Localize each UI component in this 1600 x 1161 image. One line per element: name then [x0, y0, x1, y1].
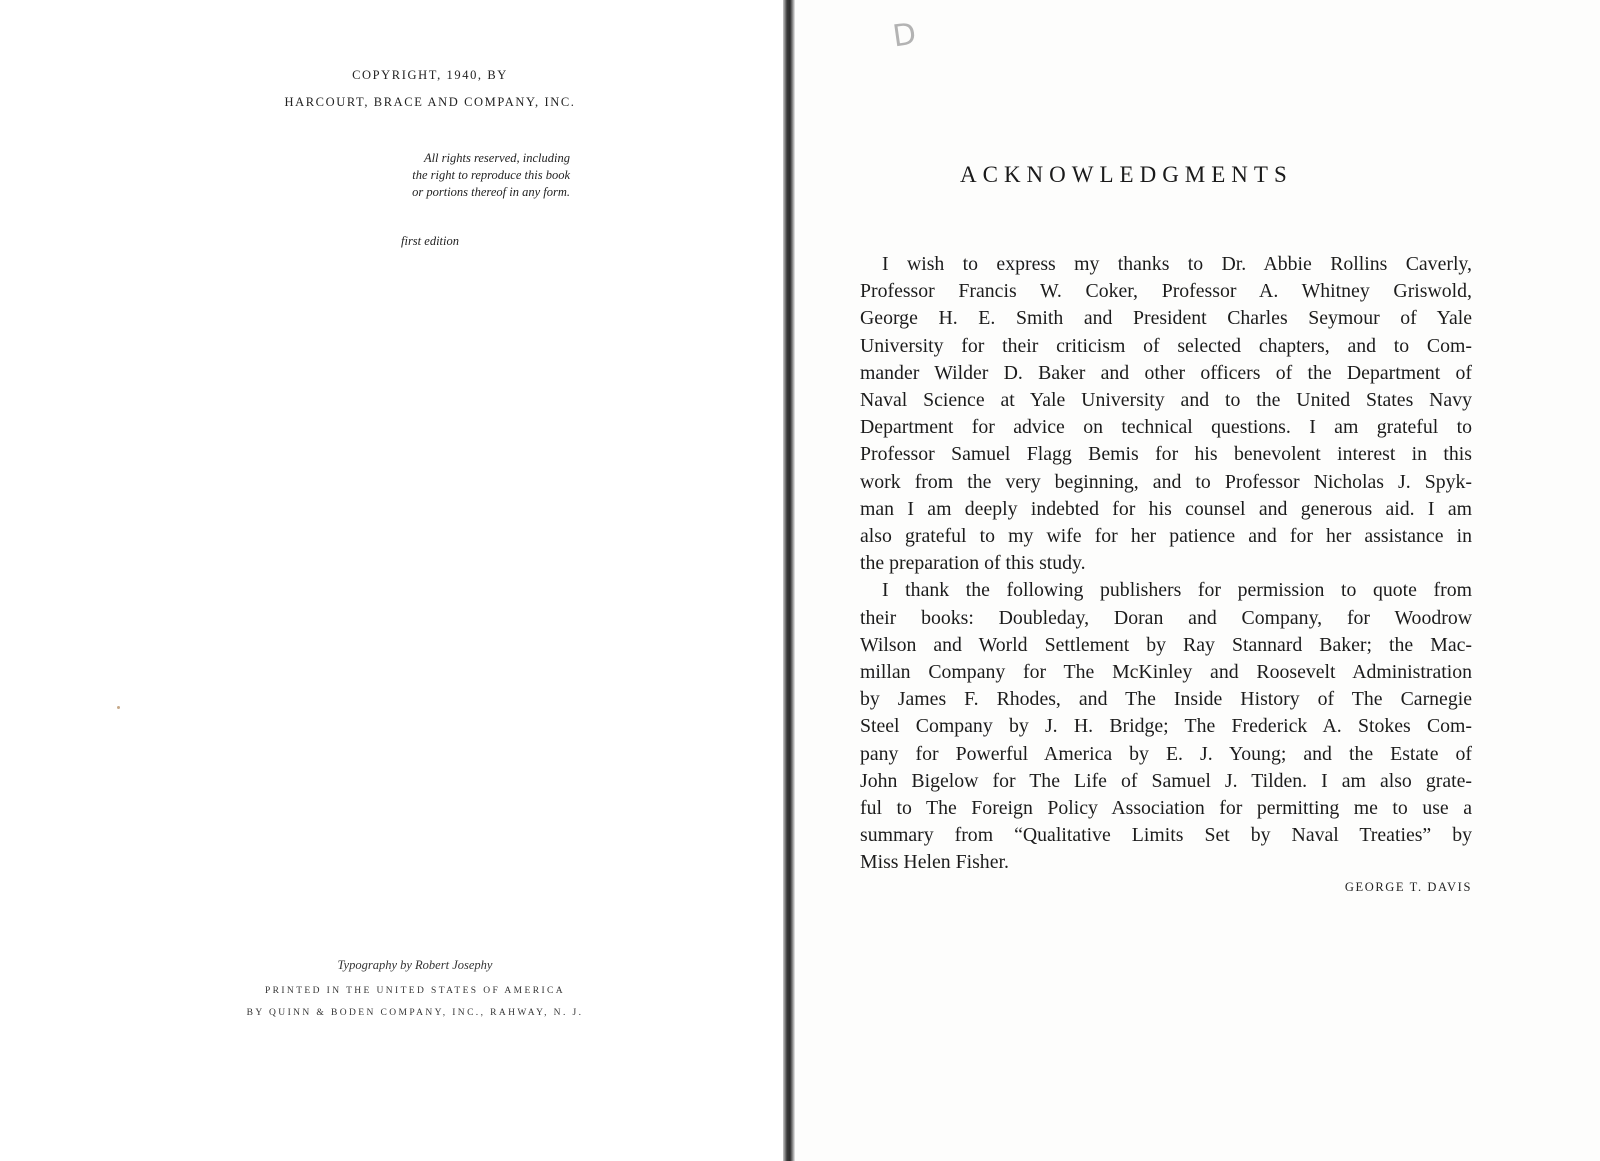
left-page [0, 0, 783, 1161]
text-line: Professor Samuel Flagg Bemis for his benevolent interest in this [860, 443, 1472, 466]
rights-line: the right to reproduce this book [412, 168, 570, 182]
text-line: the preparation of this study. [860, 552, 1086, 575]
text-line: University for their criticism of selected chapters, and to Com- [860, 334, 1472, 357]
printer-colophon [0, 956, 783, 1024]
copyright-line: COPYRIGHT, 1940, BY [352, 68, 508, 82]
printed-in-line: PRINTED IN THE UNITED STATES OF AMERICA [264, 986, 566, 996]
publisher-line: HARCOURT, BRACE AND COMPANY, INC. [284, 95, 576, 109]
copyright-notice [0, 62, 783, 116]
text-line: Department for advice on technical questions. I am grateful to [860, 416, 1472, 439]
text-line: work from the very beginning, and to Professor Nicholas J. Spyk- [860, 470, 1472, 493]
paper-speck [117, 706, 120, 709]
rights-line: or portions thereof in any form. [412, 185, 570, 199]
text-line: pany for Powerful America by E. J. Young; and the Estate of [860, 742, 1472, 765]
text-line: also grateful to my wife for her patience and for her assistance in [860, 525, 1472, 548]
page-title: ACKNOWLEDGMENTS [960, 162, 1293, 187]
text-line: John Bigelow for The Life of Samuel J. Tilden. I am also grate- [860, 769, 1472, 792]
text-line: Miss Helen Fisher. [860, 851, 1009, 874]
text-line: I thank the following publishers for permission to quote from [882, 579, 1472, 602]
text-line: ful to The Foreign Policy Association for permitting me to use a [860, 797, 1472, 820]
rights-line: All rights reserved, including [423, 151, 570, 165]
edition-note: first edition [401, 234, 459, 248]
typography-credit: Typography by Robert Josephy [337, 958, 493, 972]
text-line: millan Company for The McKinley and Roosevelt Administration [860, 661, 1472, 684]
text-line: Wilson and World Settlement by Ray Stannard Baker; the Mac- [860, 633, 1472, 656]
text-line: summary from “Qualitative Limits Set by Naval Treaties” by [860, 824, 1472, 847]
text-line: their books: Doubleday, Doran and Company, for Woodrow [860, 606, 1472, 629]
book-gutter [783, 0, 795, 1161]
text-line: Professor Francis W. Coker, Professor A. Whitney Griswold, [860, 280, 1472, 303]
pencil-mark: D [890, 16, 919, 55]
rights-reserved-notice [250, 150, 570, 201]
text-line: mander Wilder D. Baker and other officers of the Department of [860, 361, 1472, 384]
author-signature: GEORGE T. DAVIS [1344, 880, 1472, 894]
text-line: George H. E. Smith and President Charles Seymour of Yale [860, 307, 1472, 330]
text-line: by James F. Rhodes, and The Inside History of The Carnegie [860, 688, 1472, 711]
acknowledgments-body [860, 251, 1472, 877]
text-line: man I am deeply indebted for his counsel and generous aid. I am [860, 497, 1472, 520]
text-line: Steel Company by J. H. Bridge; The Frederick A. Stokes Com- [860, 715, 1472, 738]
text-line: I wish to express my thanks to Dr. Abbie Rollins Caverly, [882, 253, 1472, 275]
printer-address-line: BY QUINN & BODEN COMPANY, INC., RAHWAY, N. J. [246, 1008, 584, 1018]
text-line: Naval Science at Yale University and to the United States Navy [860, 389, 1472, 412]
